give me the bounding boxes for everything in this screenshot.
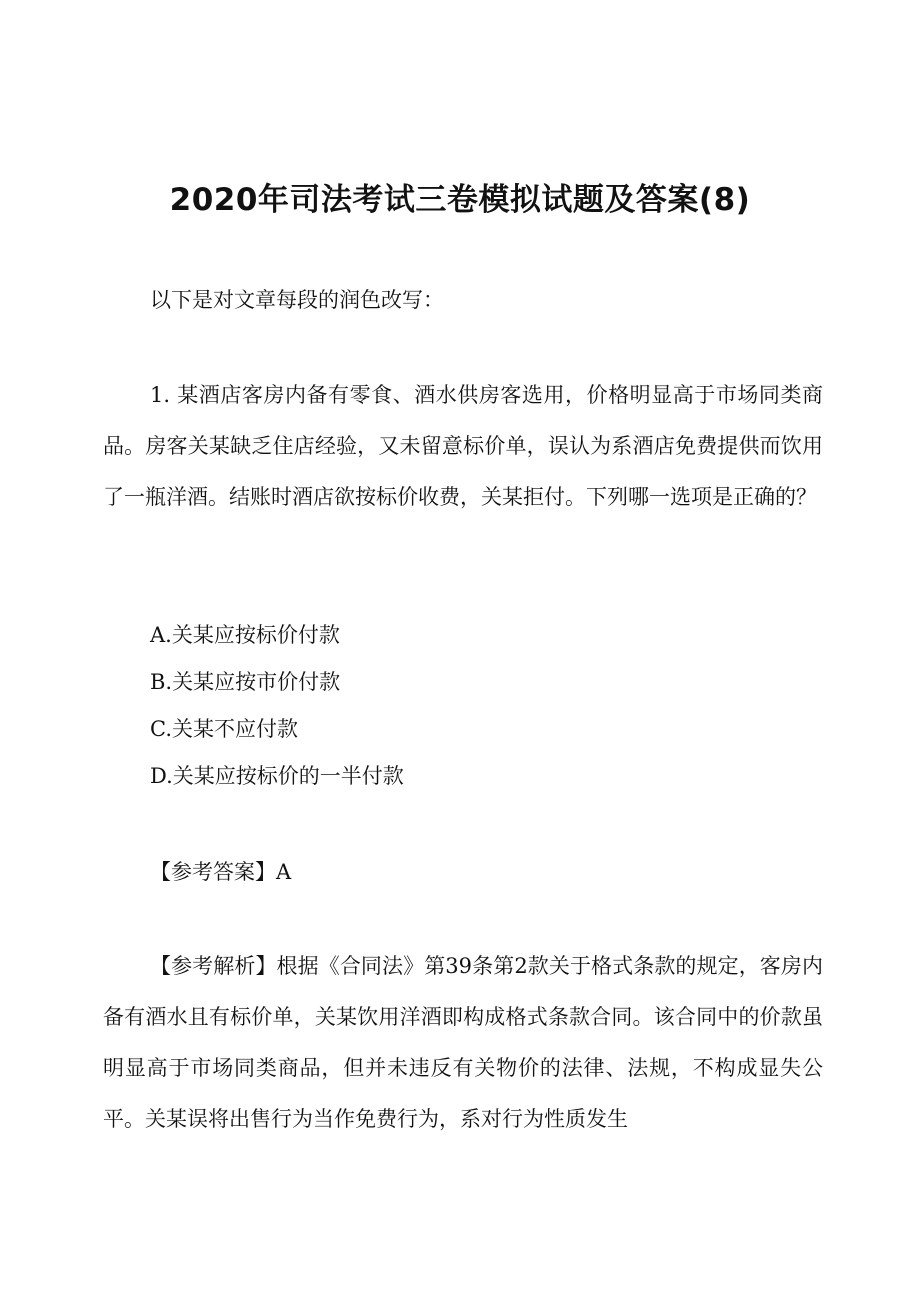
reference-answer: 【参考答案】A xyxy=(150,860,292,884)
document-title: 2020年司法考试三卷模拟试题及答案(8) xyxy=(169,182,751,218)
question-text: 1. 某酒店客房内备有零食、酒水供房客选用，价格明显高于市场同类商品。房客关某缺乏住店经验，又未留意标价单，误认为系酒店免费提供而饮用了一瓶洋酒。结账时酒店欲按标价收费，关某拒付。下列哪一选项是正确的？ xyxy=(103,383,823,509)
option-d: D.关某应按标价的一半付款 xyxy=(150,764,404,788)
option-c: C.关某不应付款 xyxy=(150,717,298,741)
intro-text: 以下是对文章每段的润色改写： xyxy=(150,288,444,312)
reference-analysis: 【参考解析】根据《合同法》第39条第2款关于格式条款的规定，客房内备有酒水且有标价单，关某饮用洋酒即构成格式条款合同。该合同中的价款虽明显高于市场同类商品，但并未违反有关物价的法律、法规，不构成显失公平。关某误将出售行为当作免费行为，系对行为性质发生 xyxy=(103,954,823,1131)
option-a: A.关某应按标价付款 xyxy=(150,623,340,647)
option-b: B.关某应按市价付款 xyxy=(150,670,341,694)
options-list xyxy=(150,612,404,800)
